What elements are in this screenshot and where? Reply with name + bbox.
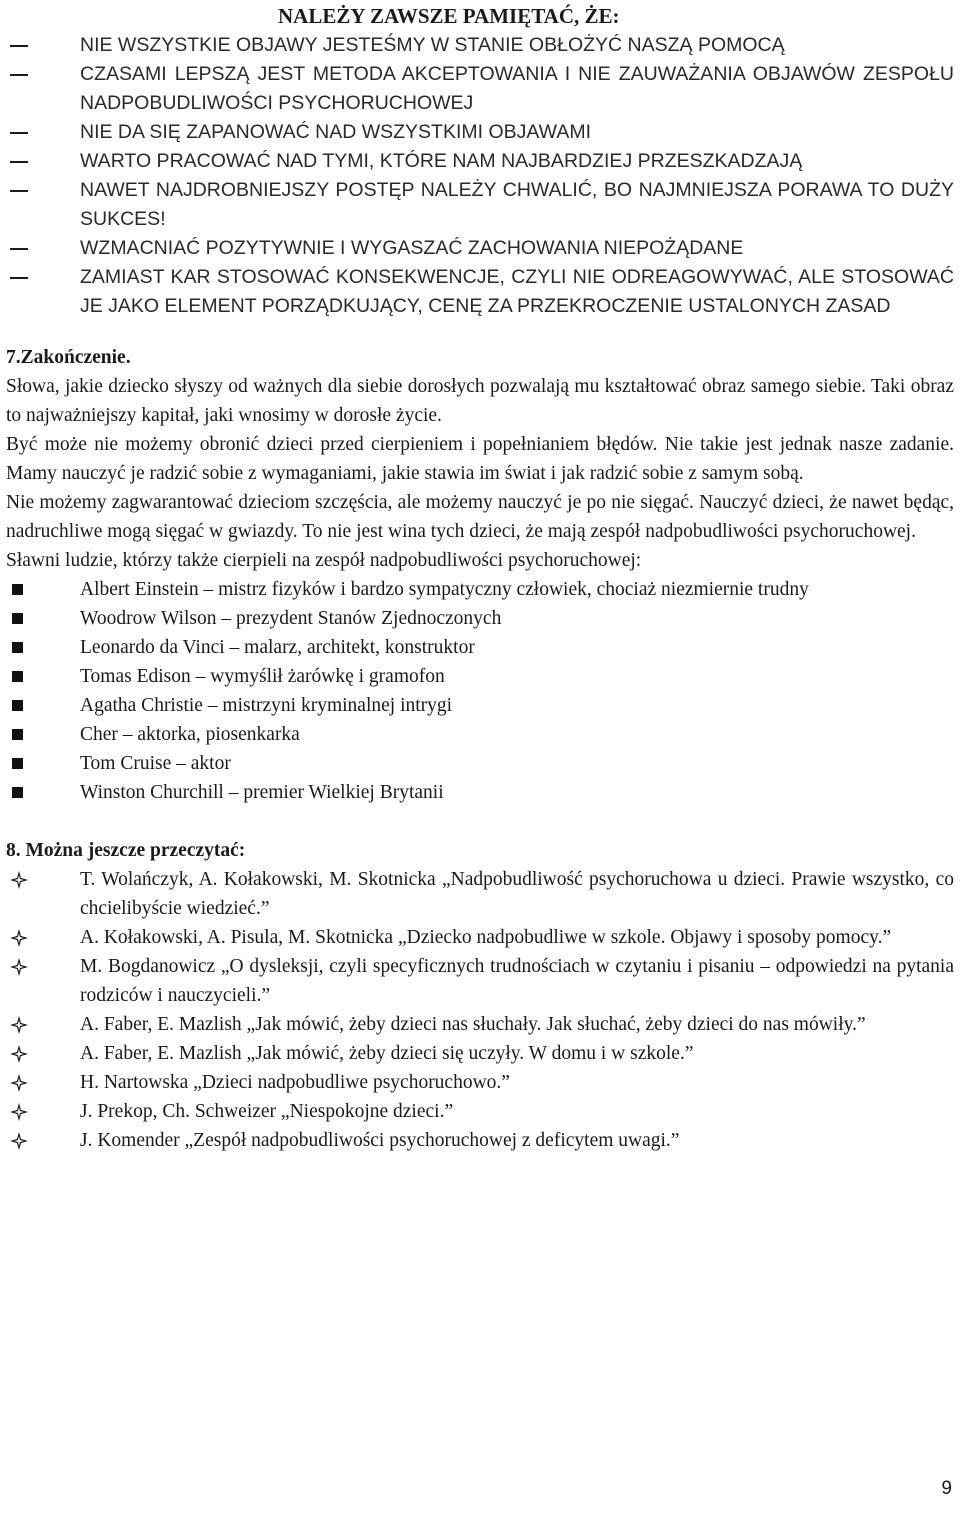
paragraph: Nie możemy zagwarantować dzieciom szczęścia, ale możemy nauczyć je po nie sięgać. Nauczyć dzieci, że nawet będąc, nadruchliwe mogą sięgać w gwiazdy. To nie jest wina tych dzieci, że mają zespół nadpobudliwości psychoruchowej. [6, 492, 954, 542]
diamond-bullet-icon [10, 1016, 28, 1034]
list-item: H. Nartowska „Dzieci nadpobudliwe psychoruchowo.” [6, 1068, 954, 1097]
square-bullet-icon [12, 787, 23, 798]
dash-bullet-icon [10, 161, 28, 163]
dash-bullet-icon [10, 45, 28, 47]
list-item: T. Wolańczyk, A. Kołakowski, M. Skotnicka „Nadpobudliwość psychoruchowa u dzieci. Prawie wszystko, co chcielibyście wiedzieć.” [6, 865, 954, 923]
diamond-bullet-icon [10, 958, 28, 976]
list-item: WARTO PRACOWAĆ NAD TYMI, KTÓRE NAM NAJBARDZIEJ PRZESZKADZAJĄ [6, 147, 954, 176]
list-item: CZASAMI LEPSZĄ JEST METODA AKCEPTOWANIA I NIE ZAUWAŻANIA OBJAWÓW ZESPOŁU NADPOBUDLIWOŚCI PSYCHORUCHOWEJ [6, 60, 954, 118]
section-7-title: 7.Zakończenie. [6, 347, 131, 368]
square-bullet-icon [12, 758, 23, 769]
list-item: ZAMIAST KAR STOSOWAĆ KONSEKWENCJE, CZYLI NIE ODREAGOWYWAĆ, ALE STOSOWAĆ JE JAKO ELEMENT PORZĄDKUJĄCY, CENĘ ZA PRZEKROCZENIE USTALONYCH ZASAD [6, 263, 954, 321]
list-item: A. Kołakowski, A. Pisula, M. Skotnicka „Dziecko nadpobudliwe w szkole. Objawy i sposoby pomocy.” [6, 923, 954, 952]
list-item: NAWET NAJDROBNIEJSZY POSTĘP NALEŻY CHWALIĆ, BO NAJMNIEJSZA PORAWA TO DUŻY SUKCES! [6, 176, 954, 234]
dash-bullet-icon [10, 248, 28, 250]
list-item: Albert Einstein – mistrz fizyków i bardzo sympatyczny człowiek, chociaż niezmiernie trudny [6, 575, 954, 604]
paragraph: Słowa, jakie dziecko słyszy od ważnych dla siebie dorosłych pozwalają mu kształtować obraz samego siebie. Taki obraz to najważniejszy kapitał, jaki wnosimy w dorosłe życie. [6, 376, 954, 426]
square-bullet-icon [12, 729, 23, 740]
square-bullet-icon [12, 584, 23, 595]
square-bullet-icon [12, 642, 23, 653]
dash-bullet-icon [10, 190, 28, 192]
list-item: J. Prekop, Ch. Schweizer „Niespokojne dzieci.” [6, 1097, 954, 1126]
list-item: NIE DA SIĘ ZAPANOWAĆ NAD WSZYSTKIMI OBJAWAMI [6, 118, 954, 147]
diamond-bullet-icon [10, 871, 28, 889]
list-item: WZMACNIAĆ POZYTYWNIE I WYGASZAĆ ZACHOWANIA NIEPOŻĄDANE [6, 234, 954, 263]
list-item: J. Komender „Zespół nadpobudliwości psychoruchowej z deficytem uwagi.” [6, 1126, 954, 1155]
page-number: 9 [941, 1478, 952, 1499]
square-bullet-icon [12, 700, 23, 711]
heading: NALEŻY ZAWSZE PAMIĘTAĆ, ŻE: [278, 4, 620, 28]
paragraph: Sławni ludzie, którzy także cierpieli na zespół nadpobudliwości psychoruchowej: [6, 550, 642, 571]
list-item: Woodrow Wilson – prezydent Stanów Zjednoczonych [6, 604, 954, 633]
dash-bullet-icon [10, 132, 28, 134]
reading-list [6, 865, 954, 1155]
remember-list [6, 31, 954, 321]
list-item: Leonardo da Vinci – malarz, architekt, konstruktor [6, 633, 954, 662]
diamond-bullet-icon [10, 1132, 28, 1150]
square-bullet-icon [12, 613, 23, 624]
diamond-bullet-icon [10, 1103, 28, 1121]
section-8-title: 8. Można jeszcze przeczytać: [6, 840, 246, 861]
list-item: Cher – aktorka, piosenkarka [6, 720, 954, 749]
list-item: M. Bogdanowicz „O dysleksji, czyli specyficznych trudnościach w czytaniu i pisaniu – odpowiedzi na pytania rodziców i nauczycieli.” [6, 952, 954, 1010]
diamond-bullet-icon [10, 929, 28, 947]
list-item: Tom Cruise – aktor [6, 749, 954, 778]
dash-bullet-icon [10, 74, 28, 76]
diamond-bullet-icon [10, 1074, 28, 1092]
list-item: NIE WSZYSTKIE OBJAWY JESTEŚMY W STANIE OBŁOŻYĆ NASZĄ POMOCĄ [6, 31, 954, 60]
list-item: Tomas Edison – wymyślił żarówkę i gramofon [6, 662, 954, 691]
square-bullet-icon [12, 671, 23, 682]
list-item: Winston Churchill – premier Wielkiej Brytanii [6, 778, 954, 807]
document-page [6, 0, 954, 1155]
list-item: A. Faber, E. Mazlish „Jak mówić, żeby dzieci nas słuchały. Jak słuchać, żeby dzieci do nas mówiły.” [6, 1010, 954, 1039]
list-item: A. Faber, E. Mazlish „Jak mówić, żeby dzieci się uczyły. W domu i w szkole.” [6, 1039, 954, 1068]
list-item: Agatha Christie – mistrzyni kryminalnej intrygi [6, 691, 954, 720]
dash-bullet-icon [10, 277, 28, 279]
paragraph: Być może nie możemy obronić dzieci przed cierpieniem i popełnianiem błędów. Nie takie jest jednak nasze zadanie. Mamy nauczyć je radzić sobie z wymaganiami, jakie stawia im świat i jak radzić sobie z samym sobą. [6, 434, 954, 484]
diamond-bullet-icon [10, 1045, 28, 1063]
famous-people-list [6, 575, 954, 807]
